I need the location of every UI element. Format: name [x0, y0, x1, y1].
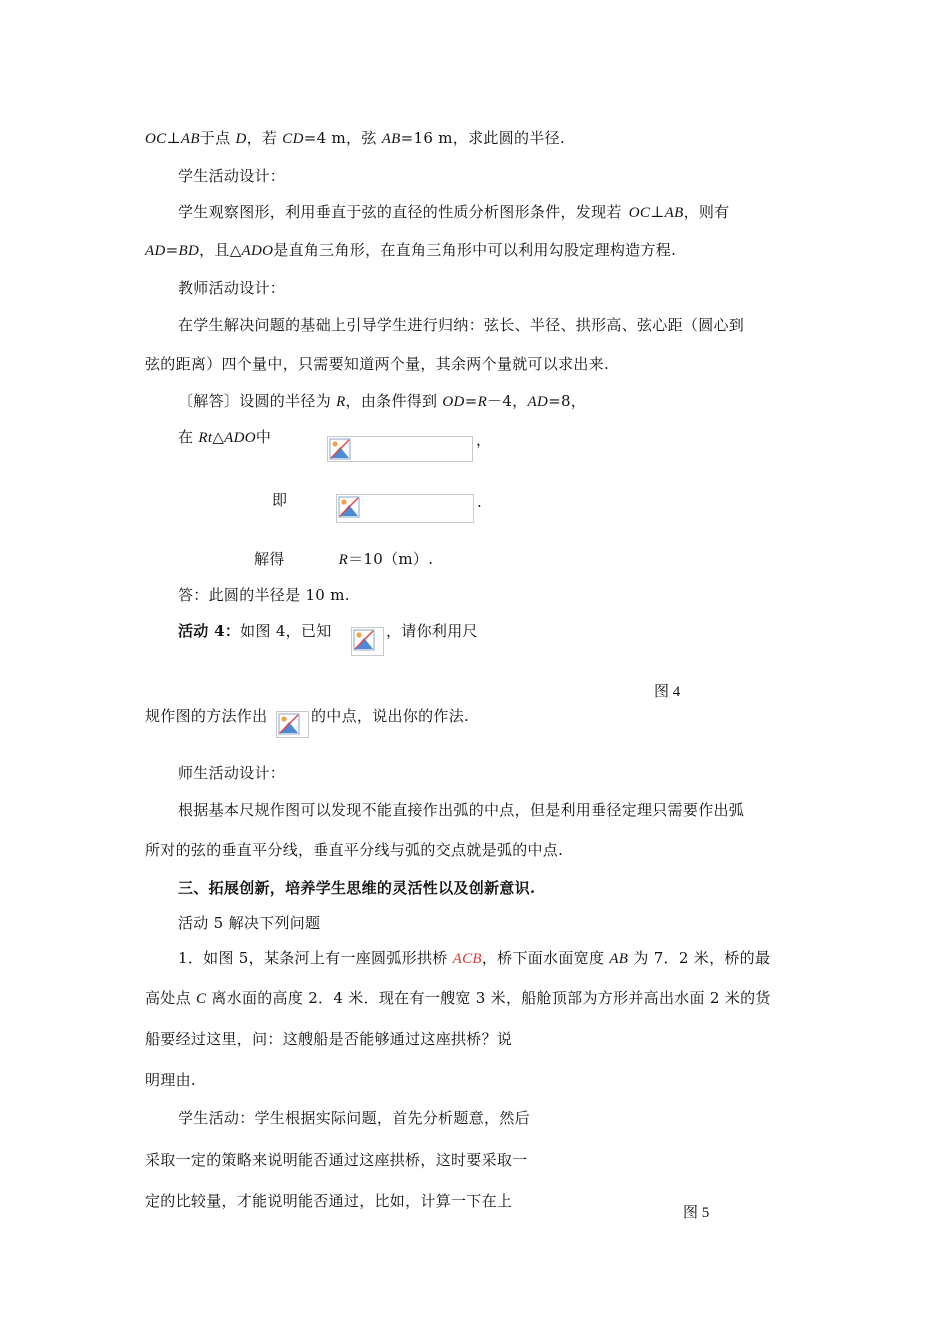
section-label-student: 学生活动设计：: [178, 167, 286, 185]
text-line-14-end: 的中点，说出你的作法.: [311, 707, 470, 725]
activity-4-line: 活动 4：如图 4，已知: [178, 622, 332, 640]
broken-image-icon: [278, 713, 300, 735]
text-line-7: 弦的距离）四个量中，只需要知道两个量，其余两个量就可以求出来.: [145, 355, 610, 373]
figure-5-caption: 图 5: [683, 1205, 710, 1221]
broken-image-icon: [338, 496, 360, 518]
text-line-10: 即: [272, 491, 288, 509]
text-line-4: AD=BD，且△ADO是直角三角形，在直角三角形中可以利用勾股定理构造方程.: [145, 241, 677, 259]
broken-image-icon: [353, 629, 375, 651]
problem-1-line-1: 1．如图 5，某条河上有一座圆弧形拱桥 ACB，桥下面水面宽度 AB 为 7．2 米，桥的最: [178, 949, 771, 967]
student-activity-line-3: 定的比较量，才能说明能否通过，比如，计算一下在上: [145, 1192, 513, 1210]
student-activity-line-2: 采取一定的策略来说明能否通过这座拱桥，这时要采取一: [145, 1151, 528, 1169]
arc-image-2: [276, 711, 309, 738]
student-activity-line-1: 学生活动：学生根据实际问题，首先分析题意，然后: [178, 1109, 530, 1127]
activity-4-line-end: ，请你利用尺: [386, 622, 478, 640]
text-line-9: 在 Rt△ADO中: [178, 428, 272, 446]
solution-line: 〔解答〕设圆的半径为 R，由条件得到 OD=R－4，AD=8，: [178, 392, 587, 410]
figure-4-caption: 图 4: [654, 684, 681, 700]
arc-image-1: [351, 627, 384, 656]
equation-image-2: [336, 494, 474, 523]
problem-1-line-3: 船要经过这里，问：这艘船是否能够通过这座拱桥？说: [145, 1030, 513, 1048]
period-mark: .: [477, 493, 483, 511]
activity-5-label: 活动 5 解决下列问题: [178, 914, 321, 932]
answer-line: 答：此圆的半径是 10 m.: [178, 586, 350, 604]
section-label-teacher: 教师活动设计：: [178, 279, 286, 297]
text-line-6: 在学生解决问题的基础上引导学生进行归纳：弦长、半径、拱形高、弦心距（圆心到: [178, 316, 745, 334]
result-line: 解得 R＝10（m）.: [254, 550, 434, 568]
equation-image-1: [327, 436, 473, 462]
comma-mark: ，: [476, 431, 492, 449]
text-line-14: 规作图的方法作出: [145, 707, 268, 725]
section-heading-3: 三、拓展创新，培养学生思维的灵活性以及创新意识.: [178, 879, 536, 897]
text-line-3: 学生观察图形，利用垂直于弦的直径的性质分析图形条件，发现若 OC⊥AB，则有: [178, 203, 730, 221]
section-label-teacher-student: 师生活动设计：: [178, 764, 286, 782]
problem-1-line-4: 明理由.: [145, 1071, 196, 1089]
text-line-16: 根据基本尺规作图可以发现不能直接作出弧的中点，但是利用垂径定理只需要作出弧: [178, 801, 745, 819]
problem-1-line-2: 高处点 C 离水面的高度 2．4 米．现在有一艘宽 3 米，船舱顶部为方形并高出水面 2 米的货: [145, 989, 771, 1007]
text-line-17: 所对的弦的垂直平分线，垂直平分线与弧的交点就是弧的中点.: [145, 841, 564, 859]
text-line-1: OC⊥AB于点 D，若 CD=4 m，弦 AB=16 m，求此圆的半径.: [145, 129, 565, 147]
broken-image-icon: [329, 438, 351, 460]
